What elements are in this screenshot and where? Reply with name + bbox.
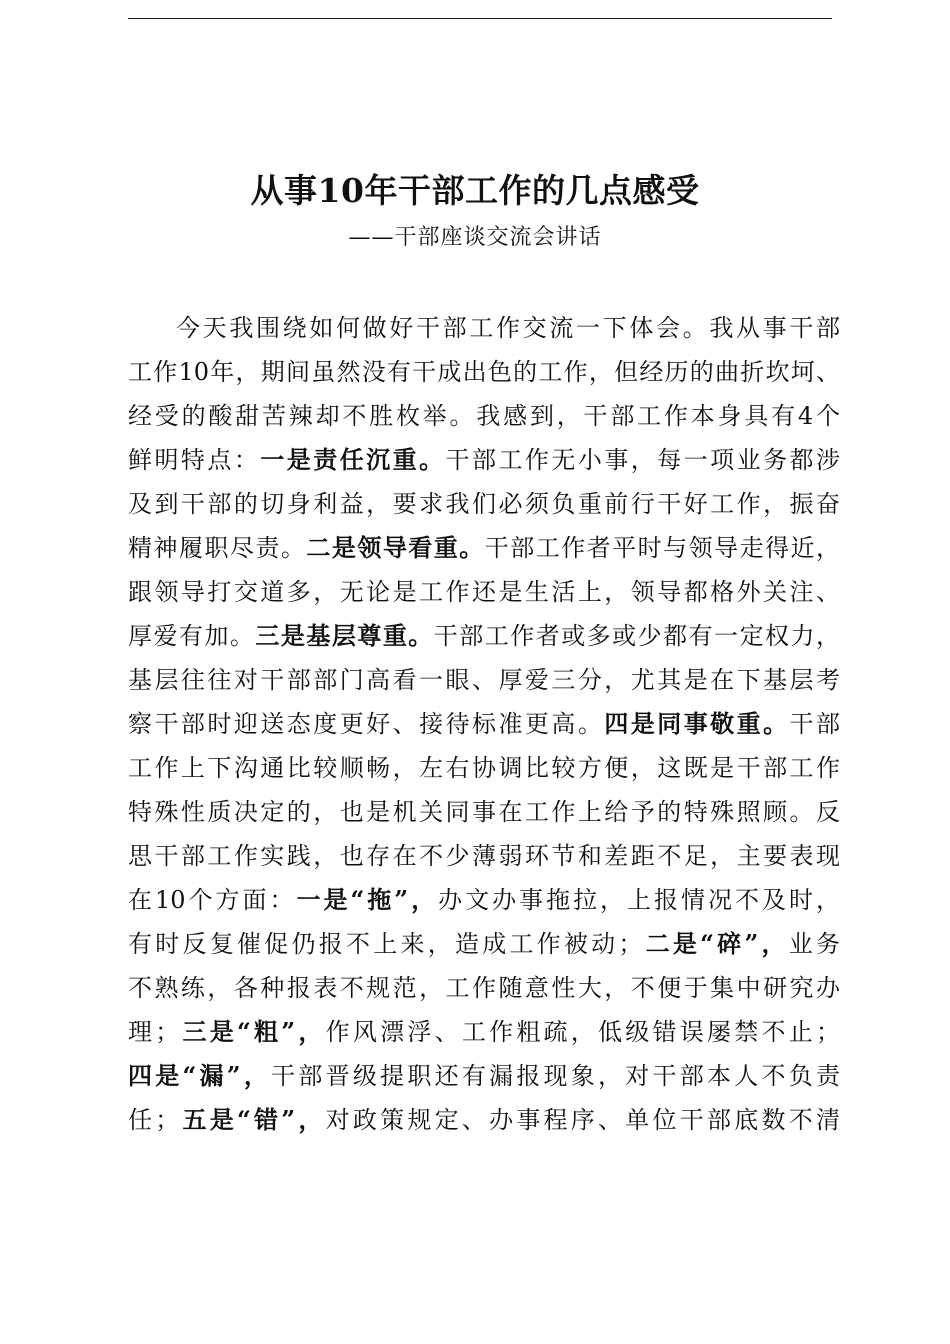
line-text: 鲜明特点： xyxy=(128,446,261,474)
text-line xyxy=(128,482,840,526)
line-text: 对政策规定、办事程序、单位干部底数不清 xyxy=(325,1106,841,1134)
text-line xyxy=(128,1010,840,1054)
line-text: 及到干部的切身利益，要求我们必须负重前行干好工作，振奋 xyxy=(128,490,840,518)
line-text: 干部工作者或多或少都有一定权力， xyxy=(433,622,841,650)
line-text: 干部晋级提职还有漏报现象，对干部本人不负责 xyxy=(271,1062,841,1090)
emphasis-text: 一是“拖”， xyxy=(296,885,439,914)
text-line xyxy=(128,878,840,922)
document-title: 从事10年干部工作的几点感受 xyxy=(250,171,700,210)
text-line xyxy=(128,438,840,482)
text-line xyxy=(128,1098,840,1142)
emphasis-text: 二是“碎”， xyxy=(642,929,789,958)
text-line xyxy=(128,966,840,1010)
body-paragraph xyxy=(128,306,840,1142)
line-text: 工作10年，期间虽然没有干成出色的工作，但经历的曲折坎坷、 xyxy=(128,358,840,386)
line-text: 今天我围绕如何做好干部工作交流一下体会。我从事干部 xyxy=(176,314,840,342)
text-line xyxy=(128,834,840,878)
emphasis-text: 三是基层尊重。 xyxy=(255,621,434,650)
line-text: 不熟练，各种报表不规范，工作随意性大，不便于集中研究办 xyxy=(128,974,840,1002)
line-text: 经受的酸甜苦辣却不胜枚举。我感到，干部工作本身具有4个 xyxy=(128,402,840,430)
text-line xyxy=(128,658,840,702)
text-line xyxy=(128,526,840,570)
line-text: 工作上下沟通比较顺畅，左右协调比较方便，这既是干部工作 xyxy=(128,754,840,782)
document-subtitle: ——干部座谈交流会讲话 xyxy=(348,225,602,250)
line-text: 厚爱有加。 xyxy=(128,622,256,650)
line-text: 思干部工作实践，也存在不少薄弱环节和差距不足，主要表现 xyxy=(128,842,840,870)
text-line xyxy=(128,394,840,438)
line-text: 干部工作者平时与领导走得近， xyxy=(484,534,841,562)
emphasis-text: 四是“漏”， xyxy=(128,1061,272,1090)
header-rule xyxy=(128,18,832,19)
line-text: 在10个方面： xyxy=(128,886,297,914)
line-text: 干部 xyxy=(789,710,841,738)
line-text: 察干部时迎送态度更好、接待标准更高。 xyxy=(128,710,605,738)
text-line xyxy=(128,614,840,658)
line-text: 任； xyxy=(128,1106,180,1134)
emphasis-text: 一是责任沉重。 xyxy=(260,445,446,474)
text-line xyxy=(128,790,840,834)
text-line xyxy=(128,1054,840,1098)
emphasis-text: 二是领导看重。 xyxy=(306,533,485,562)
line-text: 理； xyxy=(128,1018,180,1046)
emphasis-text: 三是“粗”， xyxy=(179,1017,326,1046)
line-text: 办文办事拖拉，上报情况不及时， xyxy=(438,886,841,914)
emphasis-text: 四是同事敬重。 xyxy=(604,709,790,738)
line-text: 跟领导打交道多，无论是工作还是生活上，领导都格外关注、 xyxy=(128,578,840,606)
line-text: 业务 xyxy=(788,930,841,958)
text-line xyxy=(128,350,840,394)
text-line xyxy=(128,570,840,614)
text-line xyxy=(128,922,840,966)
line-text: 干部工作无小事，每一项业务都涉 xyxy=(445,446,841,474)
emphasis-text: 五是“错”， xyxy=(179,1105,326,1134)
line-text: 特殊性质决定的，也是机关同事在工作上给予的特殊照顾。反 xyxy=(128,798,840,826)
text-line xyxy=(128,306,840,350)
text-line xyxy=(128,746,840,790)
text-line xyxy=(128,702,840,746)
line-text: 精神履职尽责。 xyxy=(128,534,307,562)
line-text: 有时反复催促仍报不上来，造成工作被动； xyxy=(128,930,643,958)
line-text: 作风漂浮、工作粗疏，低级错误屡禁不止； xyxy=(325,1018,841,1046)
line-text: 基层往往对干部部门高看一眼、厚爱三分，尤其是在下基层考 xyxy=(128,666,840,694)
